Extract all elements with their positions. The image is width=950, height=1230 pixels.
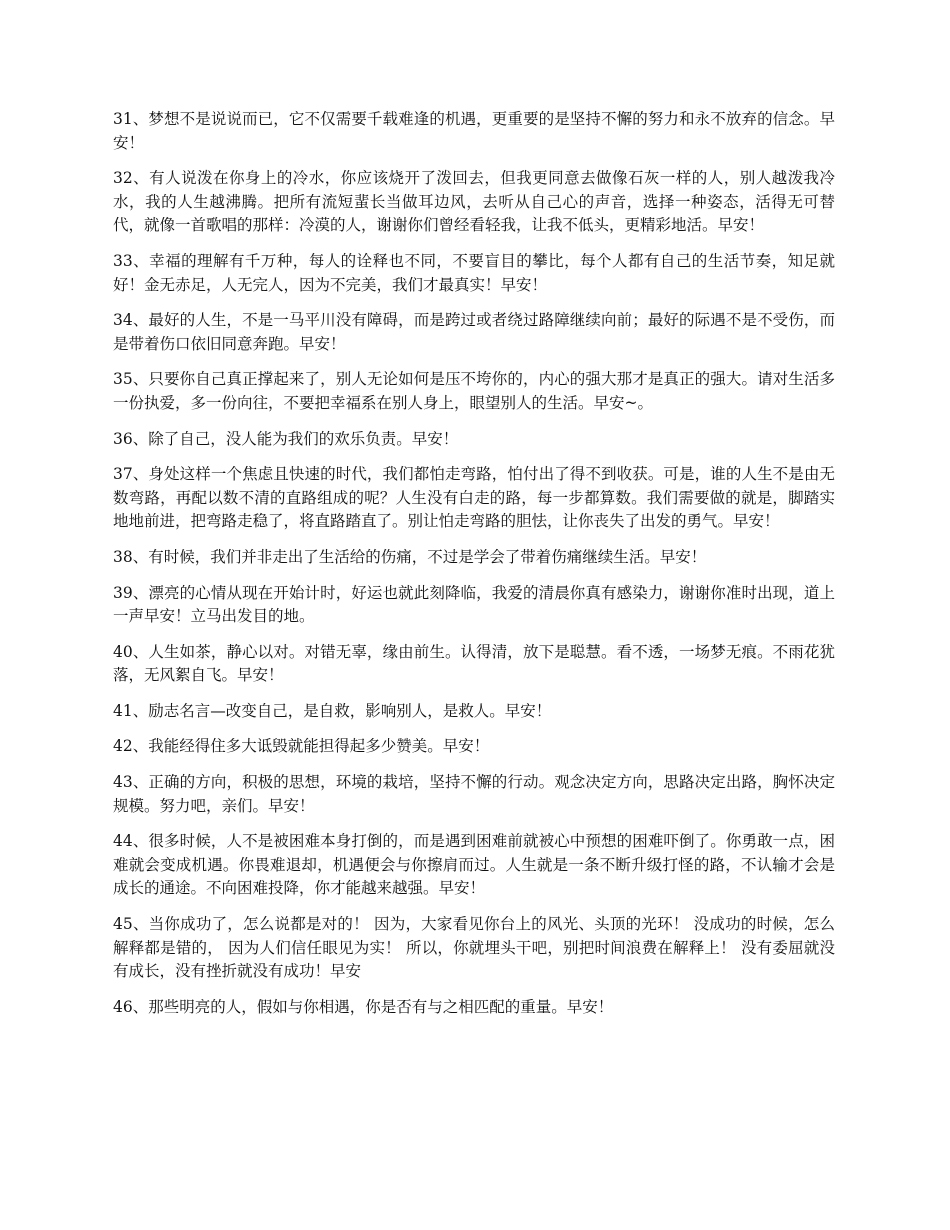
document-body — [113, 108, 835, 1031]
quote-paragraph-41: 41、励志名言—改变自己，是自救，影响别人，是救人。早安！ — [113, 701, 552, 720]
quote-paragraph-31: 31、梦想不是说说而已，它不仅需要千载难逢的机遇，更重要的是坚持不懈的努力和永不放弃的信念。早安！ — [113, 110, 835, 152]
quote-paragraph-39: 39、漂亮的心情从现在开始计时，好运也就此刻降临，我爱的清晨你真有感染力，谢谢你准时出现，道上一声早安！立马出发目的地。 — [113, 583, 835, 626]
quote-paragraph-36: 36、除了自己，没人能为我们的欢乐负责。早安！ — [113, 429, 459, 448]
quote-paragraph-43: 43、正确的方向，积极的思想，环境的栽培，坚持不懈的行动。观念决定方向，思路决定出路，胸怀决定规模。努力吧，亲们。早安！ — [113, 773, 835, 815]
quote-paragraph-44: 44、很多时候，人不是被困难本身打倒的，而是遇到困难前就被心中预想的困难吓倒了。你勇敢一点，困难就会变成机遇。你畏难退却，机遇便会与你擦肩而过。人生就是一条不断升级打怪的路，不认输才会是成长的通途。不向困难投降，你才能越来越强。早安！ — [113, 832, 835, 898]
quote-paragraph-42: 42、我能经得住多大诋毁就能担得起多少赞美。早安！ — [113, 737, 490, 756]
quote-paragraph-46: 46、那些明亮的人，假如与你相遇，你是否有与之相匹配的重量。早安！ — [113, 997, 614, 1016]
quote-paragraph-40: 40、人生如茶，静心以对。对错无辜，缘由前生。认得清，放下是聪慧。看不透，一场梦无痕。不雨花犹落，无风絮自飞。早安！ — [113, 642, 835, 685]
quote-paragraph-45: 45、当你成功了，怎么说都是对的！ 因为，大家看见你台上的风光、头顶的光环！ 没成功的时候，怎么解释都是错的， 因为人们信任眼见为实！ 所以，你就埋头干吧，别把时间浪费在解释上！ 没有委屈就没有成长，没有挫折就没有成功！早安 — [113, 915, 835, 981]
quote-paragraph-38: 38、有时候，我们并非走出了生活给的伤痛，不过是学会了带着伤痛继续生活。早安！ — [113, 547, 707, 566]
quote-paragraph-37: 37、身处这样一个焦虑且快速的时代，我们都怕走弯路，怕付出了得不到收获。可是，谁的人生不是由无数弯路，再配以数不清的直路组成的呢？人生没有白走的路，每一步都算数。我们需要做的就是，脚踏实地地前进，把弯路走稳了，将直路踏直了。别让怕走弯路的胆怯，让你丧失了出发的勇气。早安！ — [113, 465, 835, 531]
quote-paragraph-33: 33、幸福的理解有千万种，每人的诠释也不同，不要盲目的攀比，每个人都有自己的生活节奏，知足就好！金无赤足，人无完人，因为不完美，我们才最真实！早安！ — [113, 251, 835, 294]
quote-paragraph-35: 35、只要你自己真正撑起来了，别人无论如何是压不垮你的，内心的强大那才是真正的强大。请对生活多一份执爱，多一份向往，不要把幸福系在别人身上，眼望别人的生活。早安~。 — [113, 370, 835, 412]
quote-paragraph-34: 34、最好的人生，不是一马平川没有障碍，而是跨过或者绕过路障继续向前；最好的际遇不是不受伤，而是带着伤口依旧同意奔跑。早安！ — [113, 311, 835, 353]
quote-paragraph-32: 32、有人说泼在你身上的冷水，你应该烧开了泼回去，但我更同意去做像石灰一样的人，别人越泼我冷水，我的人生越沸腾。把所有流短蜚长当做耳边风，去听从自己心的声音，选择一种姿态，活得无可替代，就像一首歌唱的那样：冷漠的人，谢谢你们曾经看轻我，让我不低头，更精彩地活。早安！ — [113, 169, 835, 235]
